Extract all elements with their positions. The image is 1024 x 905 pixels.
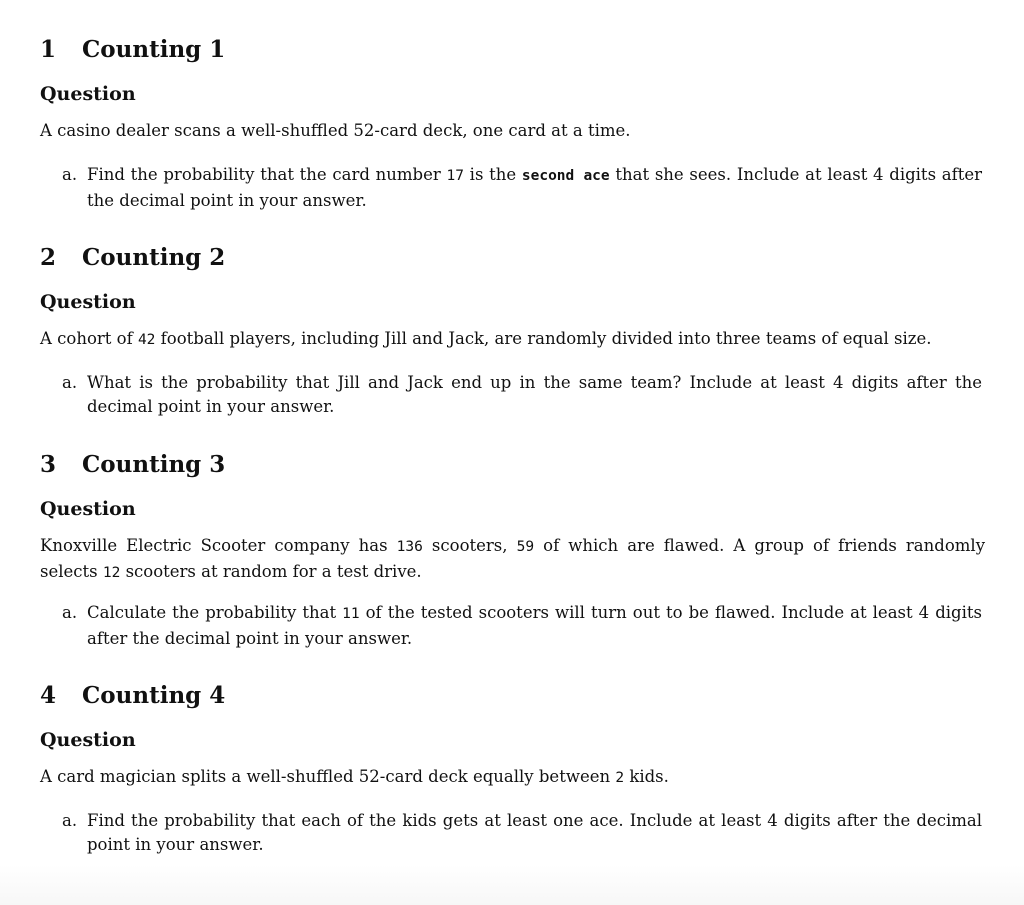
item-marker: a. bbox=[62, 811, 78, 830]
item-marker: a. bbox=[62, 603, 78, 622]
section-1 bbox=[40, 35, 985, 210]
inline-code: 11 bbox=[342, 606, 360, 622]
section-heading bbox=[40, 35, 985, 65]
section-heading bbox=[40, 681, 985, 711]
question-intro: A cohort of 42 football players, including Jill and Jack, are randomly divided into three teams of equal size. bbox=[40, 329, 932, 348]
section-number: 4 bbox=[40, 682, 57, 709]
question-intro: A card magician splits a well-shuffled 52-card deck equally between 2 kids. bbox=[40, 767, 669, 786]
inline-code: 12 bbox=[102, 564, 121, 581]
inline-code-bold: second ace bbox=[521, 168, 610, 184]
section-number: 2 bbox=[40, 244, 57, 271]
question-label: Question bbox=[40, 83, 136, 105]
section-number: 3 bbox=[40, 451, 57, 478]
question-intro: A casino dealer scans a well-shuffled 52-card deck, one card at a time. bbox=[40, 121, 631, 140]
inline-code: 17 bbox=[446, 168, 464, 184]
question-item-a: a. What is the probability that Jill and Jack end up in the same team? Include at least 4 digits after the decimal point in your answer. bbox=[62, 373, 982, 416]
inline-code: 59 bbox=[516, 539, 535, 555]
question-item-a: a. Find the probability that the card number 17 is the second ace that she sees. Include at least 4 digits after the decimal point in your answer. bbox=[62, 165, 982, 210]
section-2 bbox=[40, 243, 985, 416]
item-marker: a. bbox=[62, 373, 78, 392]
section-title: Counting 4 bbox=[82, 682, 226, 709]
question-intro: Knoxville Electric Scooter company has 136 scooters, 59 of which are flawed. A group of friends randomly selects 12 scooters at random for a test drive. bbox=[40, 536, 986, 581]
section-heading bbox=[40, 243, 985, 273]
question-item-a: a. Find the probability that each of the kids gets at least one ace. Include at least 4 digits after the decimal point in your answer. bbox=[62, 811, 982, 854]
inline-code: 136 bbox=[396, 539, 423, 555]
section-3 bbox=[40, 450, 986, 648]
inline-code: 42 bbox=[137, 332, 156, 348]
section-number: 1 bbox=[40, 36, 57, 63]
section-title: Counting 1 bbox=[82, 36, 226, 63]
question-item-a: a. Calculate the probability that 11 of the tested scooters will turn out to be flawed. Include at least 4 digits after the decimal point in your answer. bbox=[62, 603, 982, 648]
item-marker: a. bbox=[62, 165, 78, 184]
section-4 bbox=[40, 681, 985, 854]
section-title: Counting 3 bbox=[82, 451, 226, 478]
section-title: Counting 2 bbox=[82, 244, 226, 271]
page-bottom-shade bbox=[0, 865, 1024, 905]
question-label: Question bbox=[40, 729, 136, 751]
question-label: Question bbox=[40, 291, 136, 313]
section-heading bbox=[40, 450, 985, 480]
question-label: Question bbox=[40, 498, 136, 520]
inline-code: 2 bbox=[615, 770, 625, 786]
